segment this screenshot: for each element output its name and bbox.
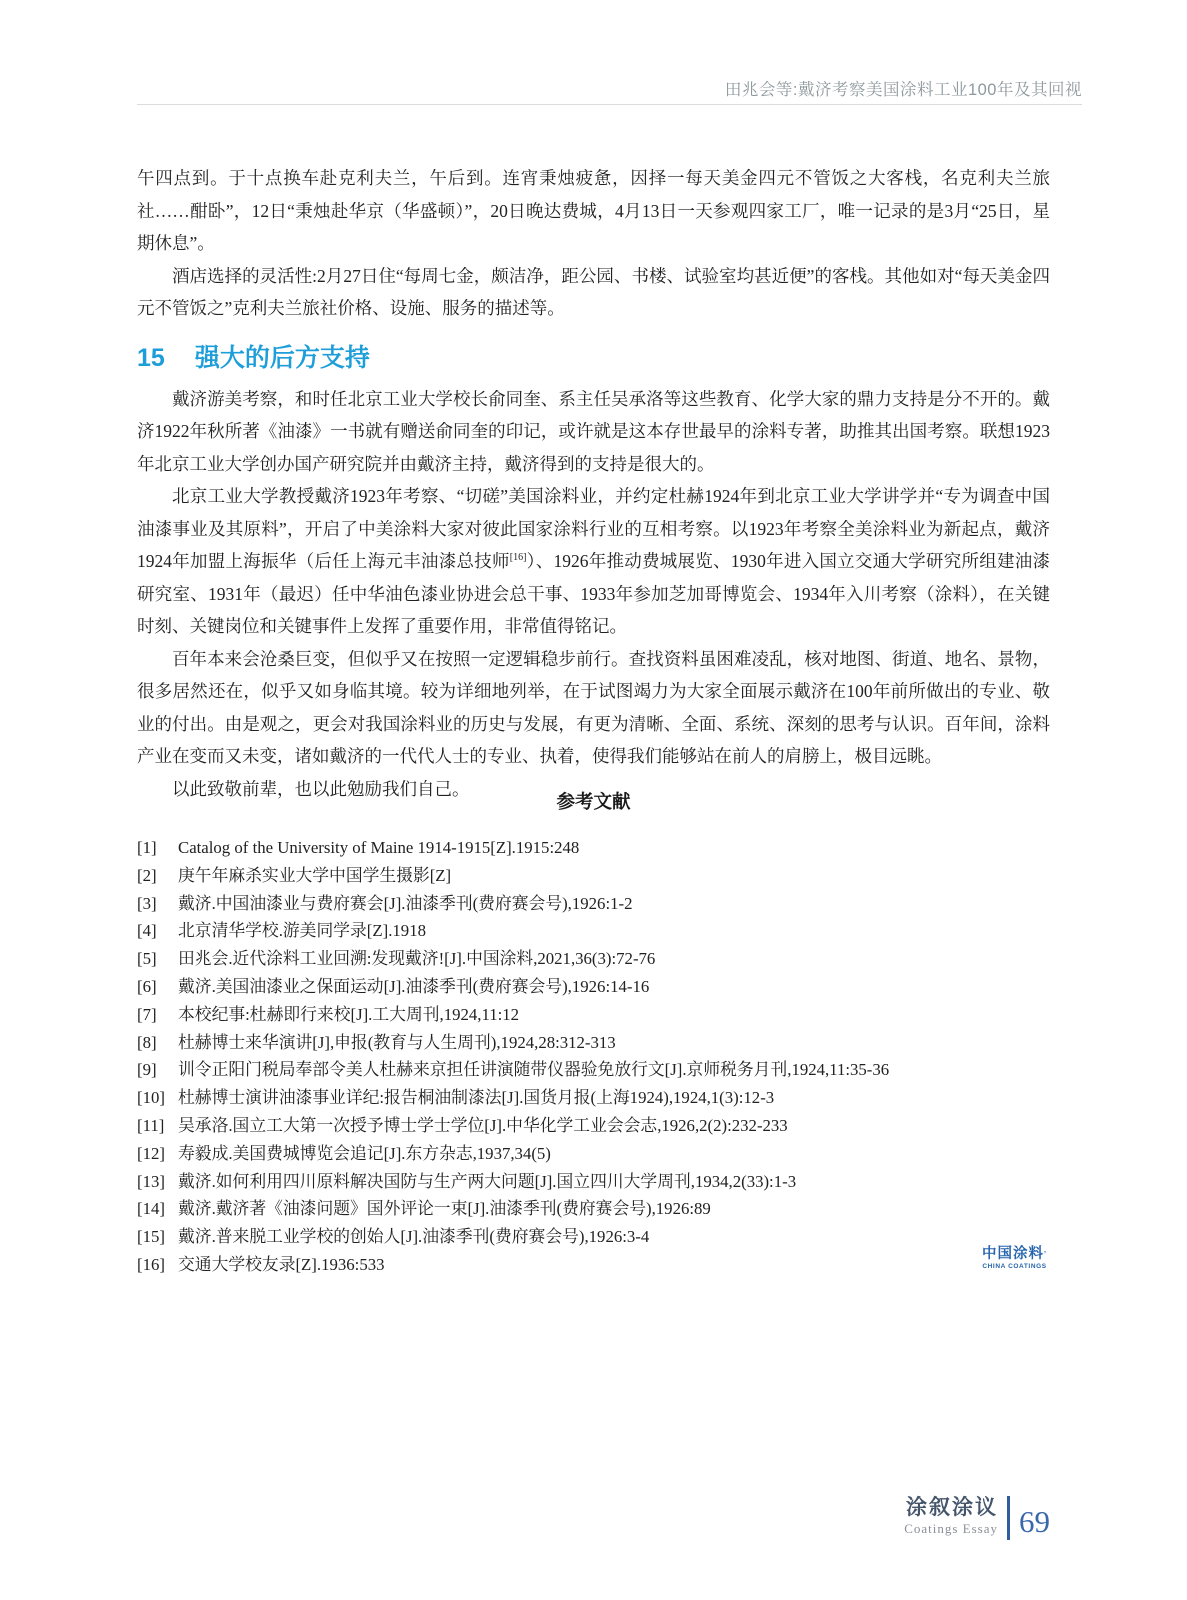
reference-text: 戴济.中国油漆业与费府赛会[J].油漆季刊(费府赛会号),1926:1-2 [178, 893, 633, 913]
reference-text: Catalog of the University of Maine 1914-1915[Z].1915:248 [178, 838, 580, 857]
references-heading: 参考文献 [556, 791, 631, 812]
reference-text: 杜赫博士演讲油漆事业详纪:报告桐油制漆法[J].国货月报(上海1924),1924,1(3):12-3 [178, 1088, 775, 1108]
reference-item [137, 945, 1050, 973]
paragraphs-bottom [137, 383, 1050, 806]
reference-item [137, 1168, 1050, 1196]
footer-column [904, 1496, 998, 1540]
logo-title [982, 1247, 1047, 1262]
reference-number: [11] [137, 1115, 165, 1135]
reference-number: [8] [137, 1032, 157, 1052]
reference-item [137, 1112, 1050, 1140]
reference-text: 田兆会.近代涂料工业回溯:发现戴济![J].中国涂料,2021,36(3):72-76 [178, 949, 656, 969]
section-title: 强大的后方支持 [194, 343, 370, 372]
reference-item [137, 1084, 1050, 1112]
reference-text: 本校纪事:杜赫即行来校[J].工大周刊,1924,11:12 [178, 1004, 520, 1024]
reference-number: [4] [137, 921, 157, 941]
reference-item [137, 1140, 1050, 1168]
reference-item [137, 1195, 1050, 1223]
trademark-mark: ’ [1044, 1251, 1047, 1258]
reference-text: 戴济.戴济著《油漆问题》国外评论一束[J].油漆季刊(费府赛会号),1926:89 [178, 1199, 711, 1219]
reference-text: 杜赫博士来华演讲[J],申报(教育与人生周刊),1924,28:312-313 [178, 1032, 616, 1052]
reference-number: [12] [137, 1143, 165, 1163]
reference-number: [2] [137, 865, 157, 885]
reference-item [137, 1223, 1050, 1251]
section-heading [137, 338, 1050, 374]
reference-text: 训令正阳门税局奉部令美人杜赫来京担任讲演随带仪器验免放行文[J].京师税务月刊,1924,11:35-36 [178, 1060, 890, 1080]
page-number: 69 [1019, 1504, 1050, 1539]
reference-number: [10] [137, 1088, 165, 1108]
paragraph: 以此致敬前辈，也以此勉励我们自己。 [172, 778, 470, 799]
running-head: 田兆会等:戴济考察美国涂料工业100年及其回视 [724, 81, 1082, 99]
china-coatings-logo [982, 1247, 1047, 1270]
reference-text: 交通大学校友录[Z].1936:533 [178, 1254, 385, 1274]
reference-item [137, 973, 1050, 1001]
footer-column-subtitle: Coatings Essay [904, 1521, 998, 1536]
reference-text: 北京清华学校.游美同学录[Z].1918 [178, 921, 426, 941]
reference-item [137, 1056, 1050, 1084]
paragraph: 戴济游美考察，和时任北京工业大学校长俞同奎、系主任吴承洛等这些教育、化学大家的鼎力支持是分不开的。戴济1922年秋所著《油漆》一书就有赠送俞同奎的印记，或许就是这本存世最早的涂料专著，助推其出国考察。联想1923年北京工业大学创办国产研究院并由戴济主持，戴济得到的支持是很大的。 [137, 388, 1050, 474]
reference-number: [5] [137, 949, 157, 969]
reference-text: 戴济.普来脱工业学校的创始人[J].油漆季刊(费府赛会号),1926:3-4 [178, 1227, 650, 1247]
reference-number: [7] [137, 1004, 157, 1024]
reference-item [137, 890, 1050, 918]
citation-superscript: [16] [509, 552, 527, 564]
paragraph: 百年本来会沧桑巨变，但似乎又在按照一定逻辑稳步前行。查找资料虽困难凌乱，核对地图、街道、地名、景物，很多居然还在，似乎又如身临其境。较为详细地列举，在于试图竭力为大家全面展示戴济在100年前所做出的专业、敬业的付出。由是观之，更会对我国涂料业的历史与发展，有更为清晰、全面、系统、深刻的思考与认识。百年间，涂料产业在变而又未变，诸如戴济的一代代人士的专业、执着，使得我们能够站在前人的肩膀上，极目远眺。 [137, 648, 1050, 766]
paragraphs-top [137, 162, 1050, 325]
reference-item [137, 834, 1050, 862]
reference-number: [6] [137, 976, 157, 996]
logo-title-text: 中国涂料 [982, 1246, 1045, 1262]
reference-item [137, 1001, 1050, 1029]
reference-number: [15] [137, 1227, 165, 1247]
reference-number: [1] [137, 838, 157, 857]
header-divider [137, 104, 1082, 105]
paragraph: 北京工业大学教授戴济1923年考察、“切磋”美国涂料业，并约定杜赫1924年到北京工业大学讲学并“专为调查中国油漆事业及其原料”，开启了中美涂料大家对彼此国家涂料行业的互相考察。以1923年考察全美涂料业为新起点，戴济1924年加盟上海振华（后任上海元丰油漆总技师[16]）、1926年推动费城展览、1930年进入国立交通大学研究所组建油漆研究室、1931年（最迟）任中华油色漆业协进会总干事、1933年参加芝加哥博览会、1934年入川考察（涂料），在关键时刻、关键岗位和关键事件上发挥了重要作用，非常值得铭记。 [137, 486, 1051, 636]
reference-number: [3] [137, 893, 157, 913]
reference-number: [9] [137, 1060, 157, 1080]
reference-number: [14] [137, 1199, 165, 1219]
footer-column-title: 涂叙涂议 [906, 1496, 998, 1519]
reference-text: 戴济.如何利用四川原料解决国防与生产两大问题[J].国立四川大学周刊,1934,2(33):1-3 [178, 1171, 797, 1191]
reference-number: [13] [137, 1171, 165, 1191]
reference-number: [16] [137, 1254, 165, 1274]
reference-item [137, 862, 1050, 890]
reference-item [137, 917, 1050, 945]
references-list [137, 834, 1050, 1279]
paragraph: 酒店选择的灵活性:2月27日住“每周七金，颇洁净，距公园、书楼、试验室均甚近便”的客栈。其他如对“每天美金四元不管饭之”克利夫兰旅社价格、设施、服务的描述等。 [137, 265, 1050, 318]
logo-subtitle: CHINA COATINGS [982, 1263, 1047, 1270]
reference-text: 吴承洛.国立工大第一次授予博士学士学位[J].中华化学工业会会志,1926,2(2):232-233 [178, 1115, 788, 1135]
reference-text: 庚午年麻杀实业大学中国学生摄影[Z] [178, 865, 452, 885]
paragraph: 午四点到。于十点换车赴克利夫兰，午后到。连宵秉烛疲惫，因择一每天美金四元不管饭之大客栈，名克利夫兰旅社……酣卧”，12日“秉烛赴华京（华盛顿）”，20日晚达费城，4月13日一天参观四家工厂，唯一记录的是3月“25日，星期休息”。 [137, 168, 1050, 253]
reference-text: 戴济.美国油漆业之保面运动[J].油漆季刊(费府赛会号),1926:14-16 [178, 976, 650, 996]
page-content [137, 162, 1050, 805]
reference-item [137, 1029, 1050, 1057]
references-section [137, 788, 1050, 1279]
page-footer [904, 1496, 1050, 1540]
reference-text: 寿毅成.美国费城博览会追记[J].东方杂志,1937,34(5) [178, 1143, 551, 1163]
section-number: 15 [137, 343, 165, 372]
reference-item [137, 1251, 1050, 1279]
